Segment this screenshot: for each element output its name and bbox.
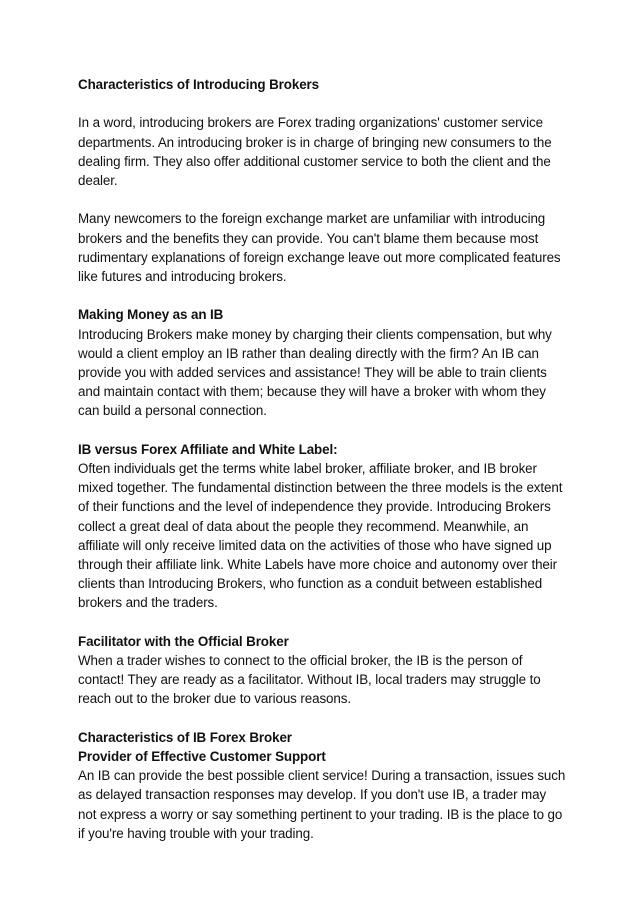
section-body-facilitator: When a trader wishes to connect to the official broker, the IB is the person of contact! They are ready as a facilitator. Without IB, local traders may struggle to reach out to the broker due to various reasons. — [78, 653, 541, 707]
section-body-customer-support: An IB can provide the best possible client service! During a transaction, issues such as delayed transaction responses may develop. If you don't use IB, a trader may not express a worry or say something pertinent to your trading. IB is the place to go if you're having trouble with your trading. — [78, 768, 566, 841]
section-body-making-money: Introducing Brokers make money by charging their clients compensation, but why would a client employ an IB rather than dealing directly with the firm? An IB can provide you with added services and assistance! They will be able to train clients and maintain contact with them; because they will have a broker with whom they can build a personal connection. — [78, 326, 552, 419]
section-heading-facilitator: Facilitator with the Official Broker — [78, 633, 289, 649]
section-heading-making-money: Making Money as an IB — [78, 307, 224, 323]
section-subheading-customer-support: Provider of Effective Customer Support — [78, 749, 326, 765]
spacer — [78, 94, 566, 113]
spacer — [78, 709, 566, 728]
spacer — [78, 421, 566, 440]
document-title: Characteristics of Introducing Brokers — [78, 77, 320, 92]
section-heading-ib-versus: IB versus Forex Affiliate and White Label: — [78, 441, 338, 457]
section-heading-characteristics-ib: Characteristics of IB Forex Broker — [78, 729, 292, 745]
spacer — [78, 613, 566, 632]
spacer — [78, 286, 566, 305]
intro-paragraph: In a word, introducing brokers are Forex trading organizations' customer service departments. An introducing broker is in charge of bringing new consumers to the dealing firm. They also offer additional customer service to both the client and the dealer. — [78, 115, 552, 188]
document-page — [78, 75, 566, 843]
section-body-ib-versus: Often individuals get the terms white label broker, affiliate broker, and IB broker mixed together. The fundamental distinction between the three models is the extent of their functions and the level of independence they provide. Introducing Brokers collect a great deal of data about the people they recommend. Meanwhile, an affiliate will only receive limited data on the activities of those who have signed up through their affiliate link. White Labels have more choice and autonomy over their clients than Introducing Brokers, who function as a conduit between established brokers and the traders. — [78, 461, 563, 611]
spacer — [78, 190, 566, 209]
newcomers-paragraph: Many newcomers to the foreign exchange market are unfamiliar with introducing brokers and the benefits they can provide. You can't blame them because most rudimentary explanations of foreign exchange leave out more complicated features like futures and introducing brokers. — [78, 211, 561, 284]
